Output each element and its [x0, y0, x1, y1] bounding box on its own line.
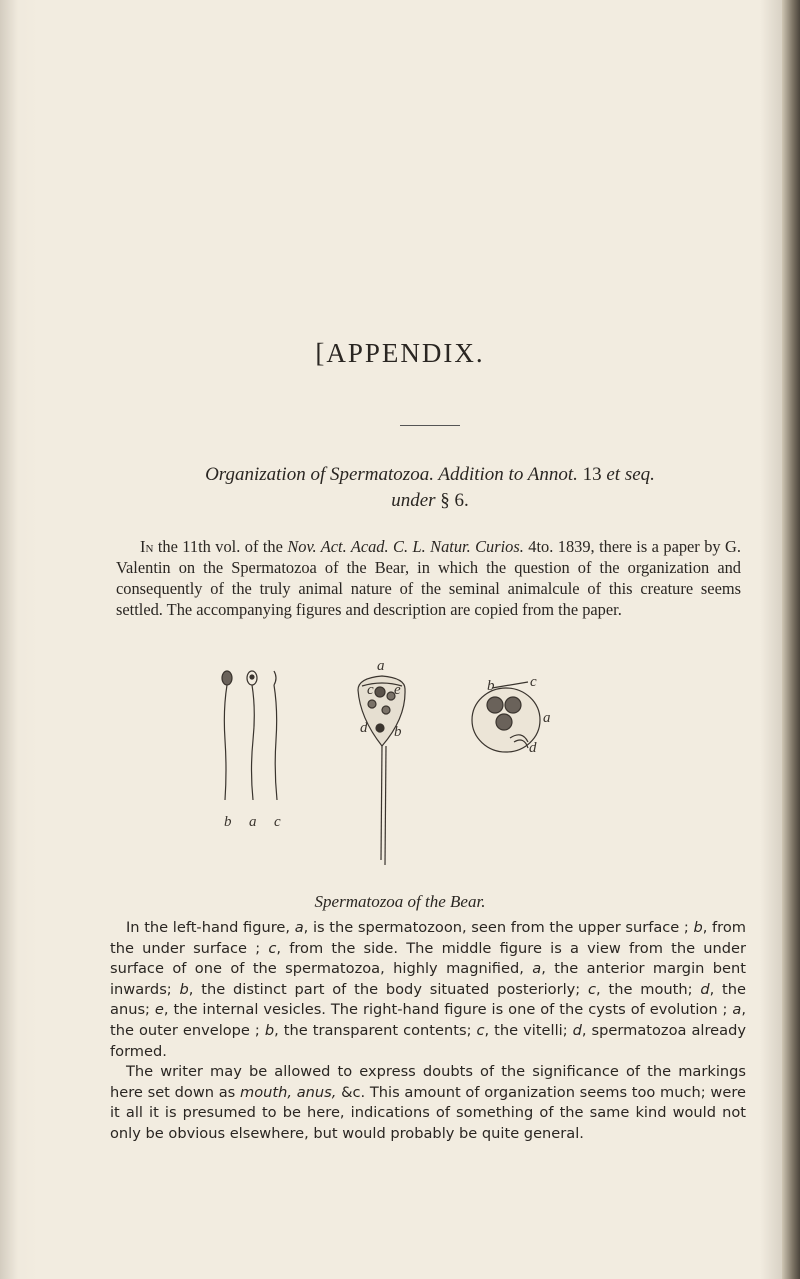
intro-text-1: the 11th vol. of the: [153, 537, 288, 556]
spermatozoon-b: [222, 671, 232, 800]
desc-text: , is the spermatozoon, seen from the upper surface ;: [303, 919, 694, 936]
intro-paragraph: [116, 536, 741, 620]
label-mid-a: a: [377, 660, 385, 674]
page-edge-shadow: [782, 0, 800, 1279]
desc-text: , the transparent contents;: [274, 1021, 477, 1039]
desc-letter: a: [294, 919, 304, 936]
intro-text-2: 4to. 1839, there is a paper by G. Valentin on the Spermatozoa of the Bear, in which the question of the organization and consequently of the truly animal nature of the seminal animalcule of this creature seems settled. The accompanying figures and description are copied from the paper.: [116, 537, 741, 619]
desc-text: , from the under surface ;: [110, 919, 746, 957]
desc-letter: d: [700, 980, 710, 998]
desc-letter: c: [476, 1021, 485, 1039]
label-mid-b: b: [394, 724, 402, 740]
desc-text: , from the side. The middle figure is a view from the under surface of one of the spermatozoa, highly magnified,: [110, 939, 746, 978]
heading-rule: [400, 425, 460, 426]
desc-text: , the distinct part of the body situated posteriorly;: [188, 980, 588, 998]
desc-letter: b: [179, 980, 189, 998]
spermatozoon-c: [274, 671, 277, 800]
desc-text: , the internal vesicles. The right-hand figure is one of the cysts of evolution ;: [163, 1001, 733, 1019]
subtitle-text: Organization of Spermatozoa. Addition to Annot.: [205, 464, 578, 485]
label-left-c: c: [274, 814, 281, 830]
desc-text: , the outer envelope ;: [110, 1001, 746, 1039]
right-figure: [472, 674, 551, 756]
desc-text: , the anus;: [110, 980, 746, 1019]
section-subtitle: [150, 462, 710, 514]
desc-text: , the anterior margin bent inwards;: [110, 960, 746, 998]
desc-letter: b: [264, 1021, 275, 1039]
label-mid-e: e: [394, 682, 401, 698]
journal-title: Nov. Act. Acad. C. L. Natur. Curios.: [287, 537, 524, 556]
desc-letter: d: [572, 1021, 582, 1039]
label-right-b: b: [487, 678, 495, 694]
desc-letter: c: [268, 939, 277, 957]
desc-letter: b: [693, 919, 703, 936]
desc-emphasis: mouth, anus,: [239, 1083, 337, 1101]
subtitle-et-seq: et seq.: [606, 464, 655, 485]
desc-text: The writer may be allowed to express doubts of the significance of the markings here set down as: [110, 1063, 746, 1101]
figure-caption: Spermatozoa of the Bear.: [314, 892, 486, 911]
desc-text: In the left-hand figure,: [126, 919, 295, 936]
desc-text: , the vitelli;: [484, 1021, 573, 1039]
label-left-a: a: [249, 814, 257, 830]
left-figure: [222, 671, 281, 830]
subtitle-line-2: [150, 488, 710, 514]
desc-letter: a: [732, 1001, 742, 1019]
desc-text: , the mouth;: [596, 980, 701, 998]
description-paragraph-1: [110, 918, 746, 1062]
label-right-d: d: [529, 740, 537, 756]
desc-letter: e: [154, 1001, 164, 1019]
middle-figure: [358, 660, 405, 865]
label-mid-d: d: [360, 720, 368, 736]
label-left-b: b: [224, 814, 232, 830]
label-right-c: c: [530, 674, 537, 690]
subtitle-under: under: [391, 490, 436, 511]
desc-text: , spermatozoa already formed.: [110, 1021, 746, 1060]
page-heading: [APPENDIX.: [315, 338, 485, 368]
desc-letter: a: [532, 960, 542, 978]
spermatozoa-figures: [210, 660, 590, 880]
figure-description: [110, 918, 746, 1145]
annotation-number: 13: [582, 464, 602, 485]
intro-lead-word: In: [140, 537, 154, 556]
subtitle-line-1: [150, 462, 710, 488]
desc-letter: c: [588, 980, 597, 998]
spermatozoon-a: [247, 671, 257, 800]
label-right-a: a: [543, 710, 551, 726]
label-mid-c: c: [367, 682, 374, 698]
subtitle-section-ref: § 6.: [440, 490, 469, 511]
description-paragraph-2: [110, 1062, 746, 1144]
desc-text: &c. This amount of organization seems too much; were it all it is presumed to be here, indications of something of the same kind would not only be obvious elsewhere, but would probably be quite general.: [110, 1083, 747, 1142]
